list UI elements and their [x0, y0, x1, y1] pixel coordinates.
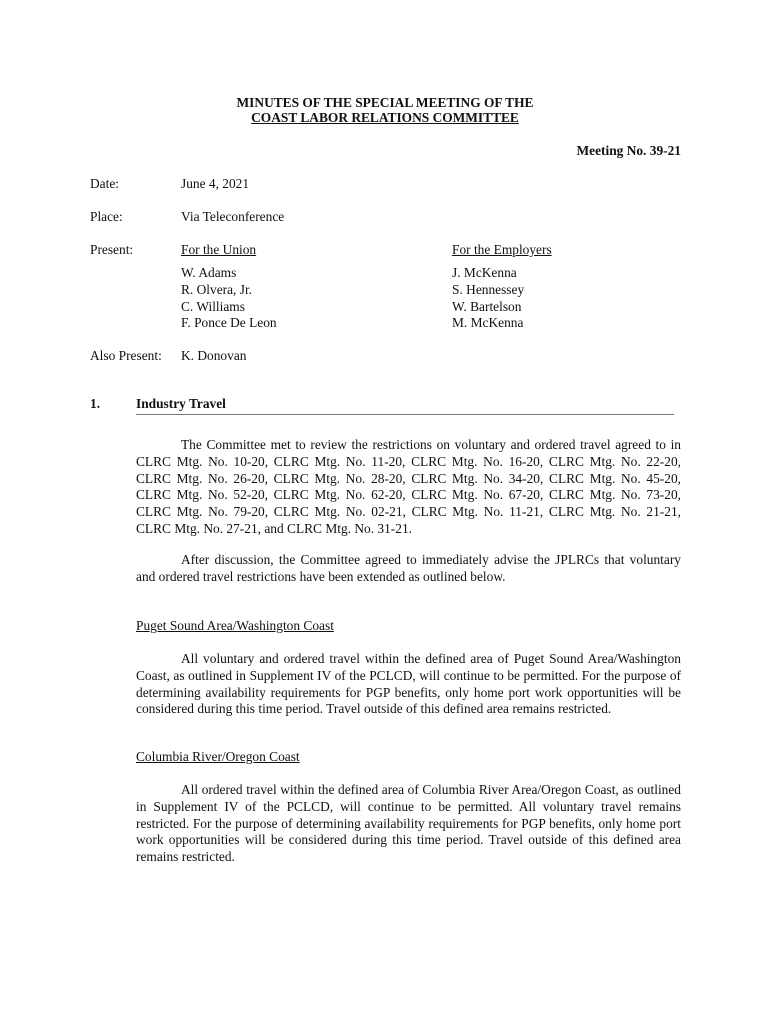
- union-member: C. Williams: [181, 298, 245, 314]
- union-heading: For the Union: [181, 242, 257, 257]
- employers-heading: For the Employers: [452, 242, 552, 257]
- union-members-list: [181, 265, 277, 332]
- section-divider: [136, 414, 674, 415]
- employer-members-list: [452, 265, 524, 332]
- union-member: R. Olvera, Jr.: [181, 281, 253, 297]
- place-value: Via Teleconference: [181, 209, 285, 224]
- date-label: Date:: [90, 176, 119, 191]
- paragraph-columbia-river-text: All ordered travel within the defined area of Columbia River Area/Oregon Coast, as outlined in Supplement IV of the PCLCD, will continue to be permitted. All voluntary travel remains restricted. For the purpose of determining availability requirements for PGP benefits, only home port work opportunities will be considered during this time period. Travel outside of this defined area remains restricted.: [136, 782, 681, 865]
- also-present-value: K. Donovan: [181, 348, 247, 363]
- place-label: Place:: [90, 209, 123, 224]
- section-number: 1.: [90, 396, 101, 411]
- employer-member: S. Hennessey: [452, 281, 525, 297]
- subheading-puget-sound: Puget Sound Area/Washington Coast: [136, 618, 334, 633]
- employer-member: J. McKenna: [452, 265, 517, 280]
- present-label: Present:: [90, 242, 134, 257]
- paragraph-discussion: [136, 552, 681, 586]
- paragraph-review-text: The Committee met to review the restrictions on voluntary and ordered travel agreed to in CLRC Mtg. No. 10-20, CLRC Mtg. No. 11-20, CLRC Mtg. No. 16-20, CLRC Mtg. No. 22-20, CLRC Mtg. No. 26-20, CLRC Mtg. No. 28-20, CLRC Mtg. No. 34-20, CLRC Mtg. No. 45-20, CLRC Mtg. No. 52-20, CLRC Mtg. No. 62-20, CLRC Mtg. No. 67-20, CLRC Mtg. No. 73-20, CLRC Mtg. No. 79-20, CLRC Mtg. No. 02-21, CLRC Mtg. No. 11-21, CLRC Mtg. No. 21-21, CLRC Mtg. No. 27-21, and CLRC Mtg. No. 31-21.: [136, 437, 681, 536]
- date-value: June 4, 2021: [181, 176, 250, 191]
- document-title-line1: MINUTES OF THE SPECIAL MEETING OF THE: [236, 95, 534, 110]
- employer-member: M. McKenna: [452, 315, 524, 331]
- paragraph-review: [136, 437, 681, 538]
- subheading-columbia-river: Columbia River/Oregon Coast: [136, 749, 300, 764]
- employer-member: W. Bartelson: [452, 298, 522, 314]
- paragraph-columbia-river: [136, 782, 681, 866]
- union-member: F. Ponce De Leon: [181, 315, 277, 331]
- paragraph-puget-sound: [136, 651, 681, 718]
- paragraph-puget-sound-text: All voluntary and ordered travel within the defined area of Puget Sound Area/Washington Coast, as outlined in Supplement IV of the PCLCD, will continue to be permitted. For the purpose of determining availability requirements for PGP benefits, only home port work opportunities will be considered during this time period. Travel outside of this defined area remains restricted.: [136, 651, 681, 717]
- document-title-line2: COAST LABOR RELATIONS COMMITTEE: [251, 110, 519, 125]
- union-member: W. Adams: [181, 265, 237, 280]
- meeting-number: Meeting No. 39-21: [576, 143, 681, 158]
- also-present-label: Also Present:: [90, 348, 162, 363]
- paragraph-discussion-text: After discussion, the Committee agreed to immediately advise the JPLRCs that voluntary and ordered travel restrictions have been extended as outlined below.: [136, 552, 681, 584]
- section-title: Industry Travel: [136, 396, 226, 411]
